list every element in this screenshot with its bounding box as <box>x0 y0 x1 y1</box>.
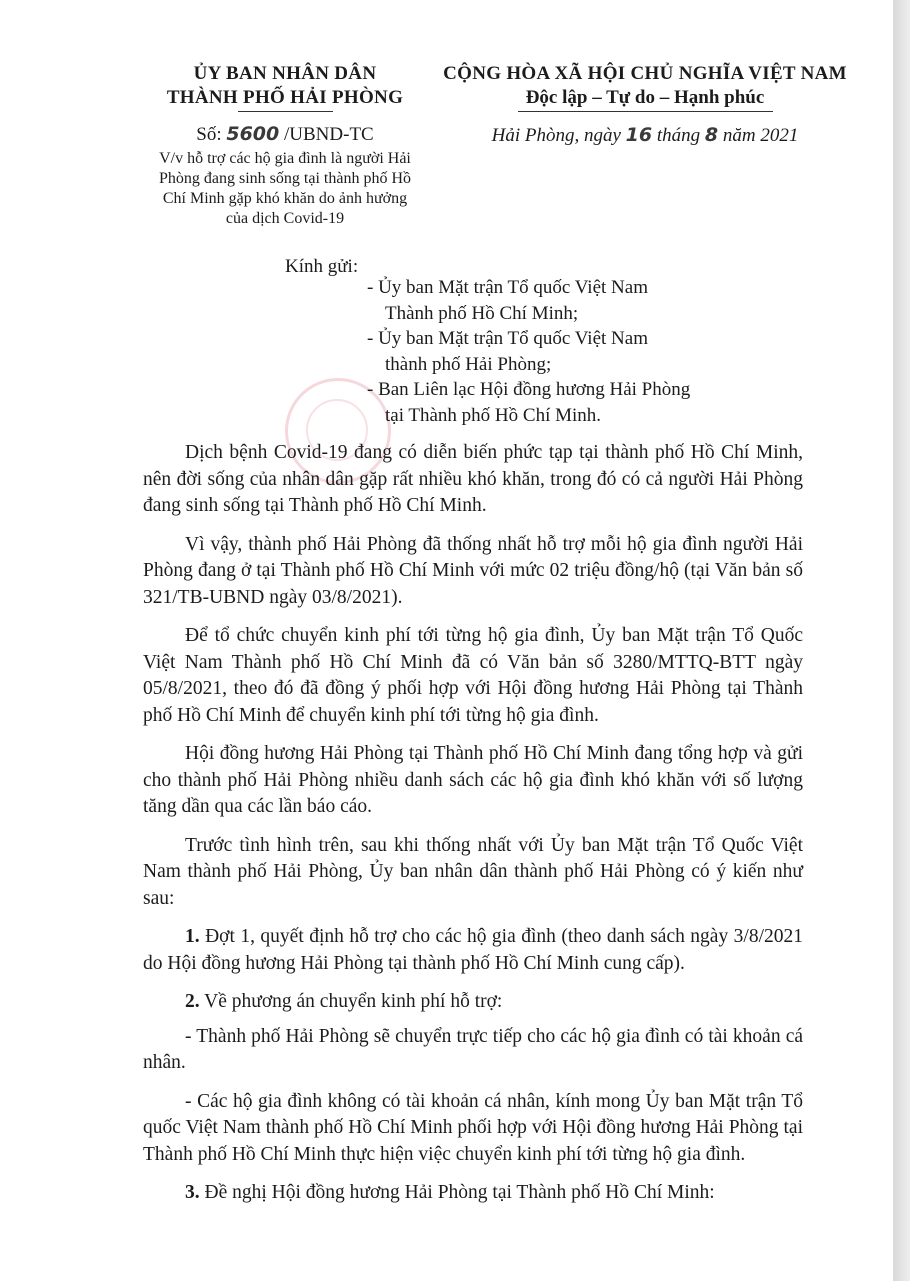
document-number <box>140 122 430 147</box>
item-1-number: 1. <box>185 926 200 947</box>
recipient-line: - Ủy ban Mặt trận Tổ quốc Việt Nam <box>367 277 648 298</box>
item-2-sub-a: - Thành phố Hải Phòng sẽ chuyển trực tiếp cho các hộ gia đình có tài khoản cá nhân. <box>143 1025 803 1073</box>
item-2-text: Về phương án chuyển kinh phí hỗ trợ: <box>199 991 503 1012</box>
org-line-2: THÀNH PHỐ HẢI PHÒNG <box>166 87 404 108</box>
date-line <box>440 123 850 148</box>
doc-number-suffix: /UBND-TC <box>284 124 374 145</box>
paragraph-3: Để tổ chức chuyển kinh phí tới từng hộ gia đình, Ủy ban Mặt trận Tổ Quốc Việt Nam Thành phố Hồ Chí Minh đã có Văn bản số 3280/MTTQ-BTT ngày 05/8/2021, theo đó đã đồng ý phối hợp với Hội đồng hương Hải Phòng tại Thành phố Hồ Chí Minh để chuyển kinh phí tới từng hộ gia đình. <box>143 625 803 726</box>
recipients-label: Kính gửi: <box>285 256 359 277</box>
item-3-number: 3. <box>185 1182 200 1203</box>
subject-line-2: Phòng đang sinh sống tại thành phố Hồ <box>159 170 411 187</box>
recipient-line: thành phố Hải Phòng; <box>385 353 552 375</box>
recipients-list <box>367 275 690 428</box>
recipient-line: - Ban Liên lạc Hội đồng hương Hải Phòng <box>367 379 691 400</box>
date-month-handwritten: 8 <box>704 124 719 146</box>
letter-body <box>143 440 803 1219</box>
recipient-line: tại Thành phố Hồ Chí Minh. <box>385 404 602 426</box>
item-2-sub-b: - Các hộ gia đình không có tài khoản cá nhân, kính mong Ủy ban Mặt trận Tổ quốc Việt Nam thành phố Hồ Chí Minh phối hợp với Hội đồng hương Hải Phòng tại Thành phố Hồ Chí Minh thực hiện việc chuyển kinh phí tới từng hộ gia đình. <box>143 1090 803 1165</box>
item-1 <box>143 924 803 977</box>
paragraph-4: Hội đồng hương Hải Phòng tại Thành phố Hồ Chí Minh đang tổng hợp và gửi cho thành phố Hải Phòng nhiều danh sách các hộ gia đình khó khăn với số lượng tăng dần qua các lần báo cáo. <box>143 743 803 817</box>
paragraph-2: Vì vậy, thành phố Hải Phòng đã thống nhất hỗ trợ mỗi hộ gia đình người Hải Phòng đang ở tại Thành phố Hồ Chí Minh với mức 02 triệu đồng/hộ (tại Văn bản số 321/TB-UBND ngày 03/8/2021). <box>143 533 803 608</box>
date-prefix: Hải Phòng, ngày <box>491 125 626 146</box>
item-2 <box>143 989 803 1016</box>
recipient-line: - Ủy ban Mặt trận Tổ quốc Việt Nam <box>367 328 648 349</box>
issuing-authority-block <box>140 62 430 229</box>
item-2-number: 2. <box>185 991 200 1012</box>
subject-line-4: của dịch Covid-19 <box>225 210 345 227</box>
recipient-line: Thành phố Hồ Chí Minh; <box>385 302 579 324</box>
doc-number-handwritten: 5600 <box>226 123 280 145</box>
paragraph-1: Dịch bệnh Covid-19 đang có diễn biến phức tạp tại thành phố Hồ Chí Minh, nên đời sống của nhân dân gặp rất nhiều khó khăn, trong đó có cả người Hải Phòng đang sinh sống tại Thành phố Hồ Chí Minh. <box>143 442 803 516</box>
subject-line-1: V/v hỗ trợ các hộ gia đình là người Hải <box>159 150 411 167</box>
item-3-text: Đề nghị Hội đồng hương Hải Phòng tại Thành phố Hồ Chí Minh: <box>199 1182 715 1203</box>
paragraph-5: Trước tình hình trên, sau khi thống nhất với Ủy ban Mặt trận Tổ Quốc Việt Nam thành phố Hải Phòng, Ủy ban nhân dân thành phố Hải Phòng có ý kiến như sau: <box>143 834 803 909</box>
page-edge <box>893 0 910 1281</box>
item-3 <box>143 1180 803 1207</box>
national-header-block <box>440 62 850 148</box>
item-1-text: Đợt 1, quyết định hỗ trợ cho các hộ gia đình (theo danh sách ngày 3/8/2021 do Hội đồng hương Hải Phòng tại thành phố Hồ Chí Minh cung cấp). <box>143 926 803 974</box>
header-underline-right <box>518 111 773 112</box>
national-motto: Độc lập – Tự do – Hạnh phúc <box>525 87 765 108</box>
header-underline-left <box>238 111 333 112</box>
national-title: CỘNG HÒA XÃ HỘI CHỦ NGHĨA VIỆT NAM <box>443 63 847 84</box>
org-line-1: ỦY BAN NHÂN DÂN <box>193 63 377 84</box>
subject-line <box>140 149 430 229</box>
date-suffix: năm 2021 <box>718 125 799 146</box>
date-day-handwritten: 16 <box>625 124 653 146</box>
date-mid: tháng <box>652 125 705 146</box>
doc-number-prefix: Số: <box>196 124 222 145</box>
subject-line-3: Chí Minh gặp khó khăn do ảnh hưởng <box>162 190 408 207</box>
